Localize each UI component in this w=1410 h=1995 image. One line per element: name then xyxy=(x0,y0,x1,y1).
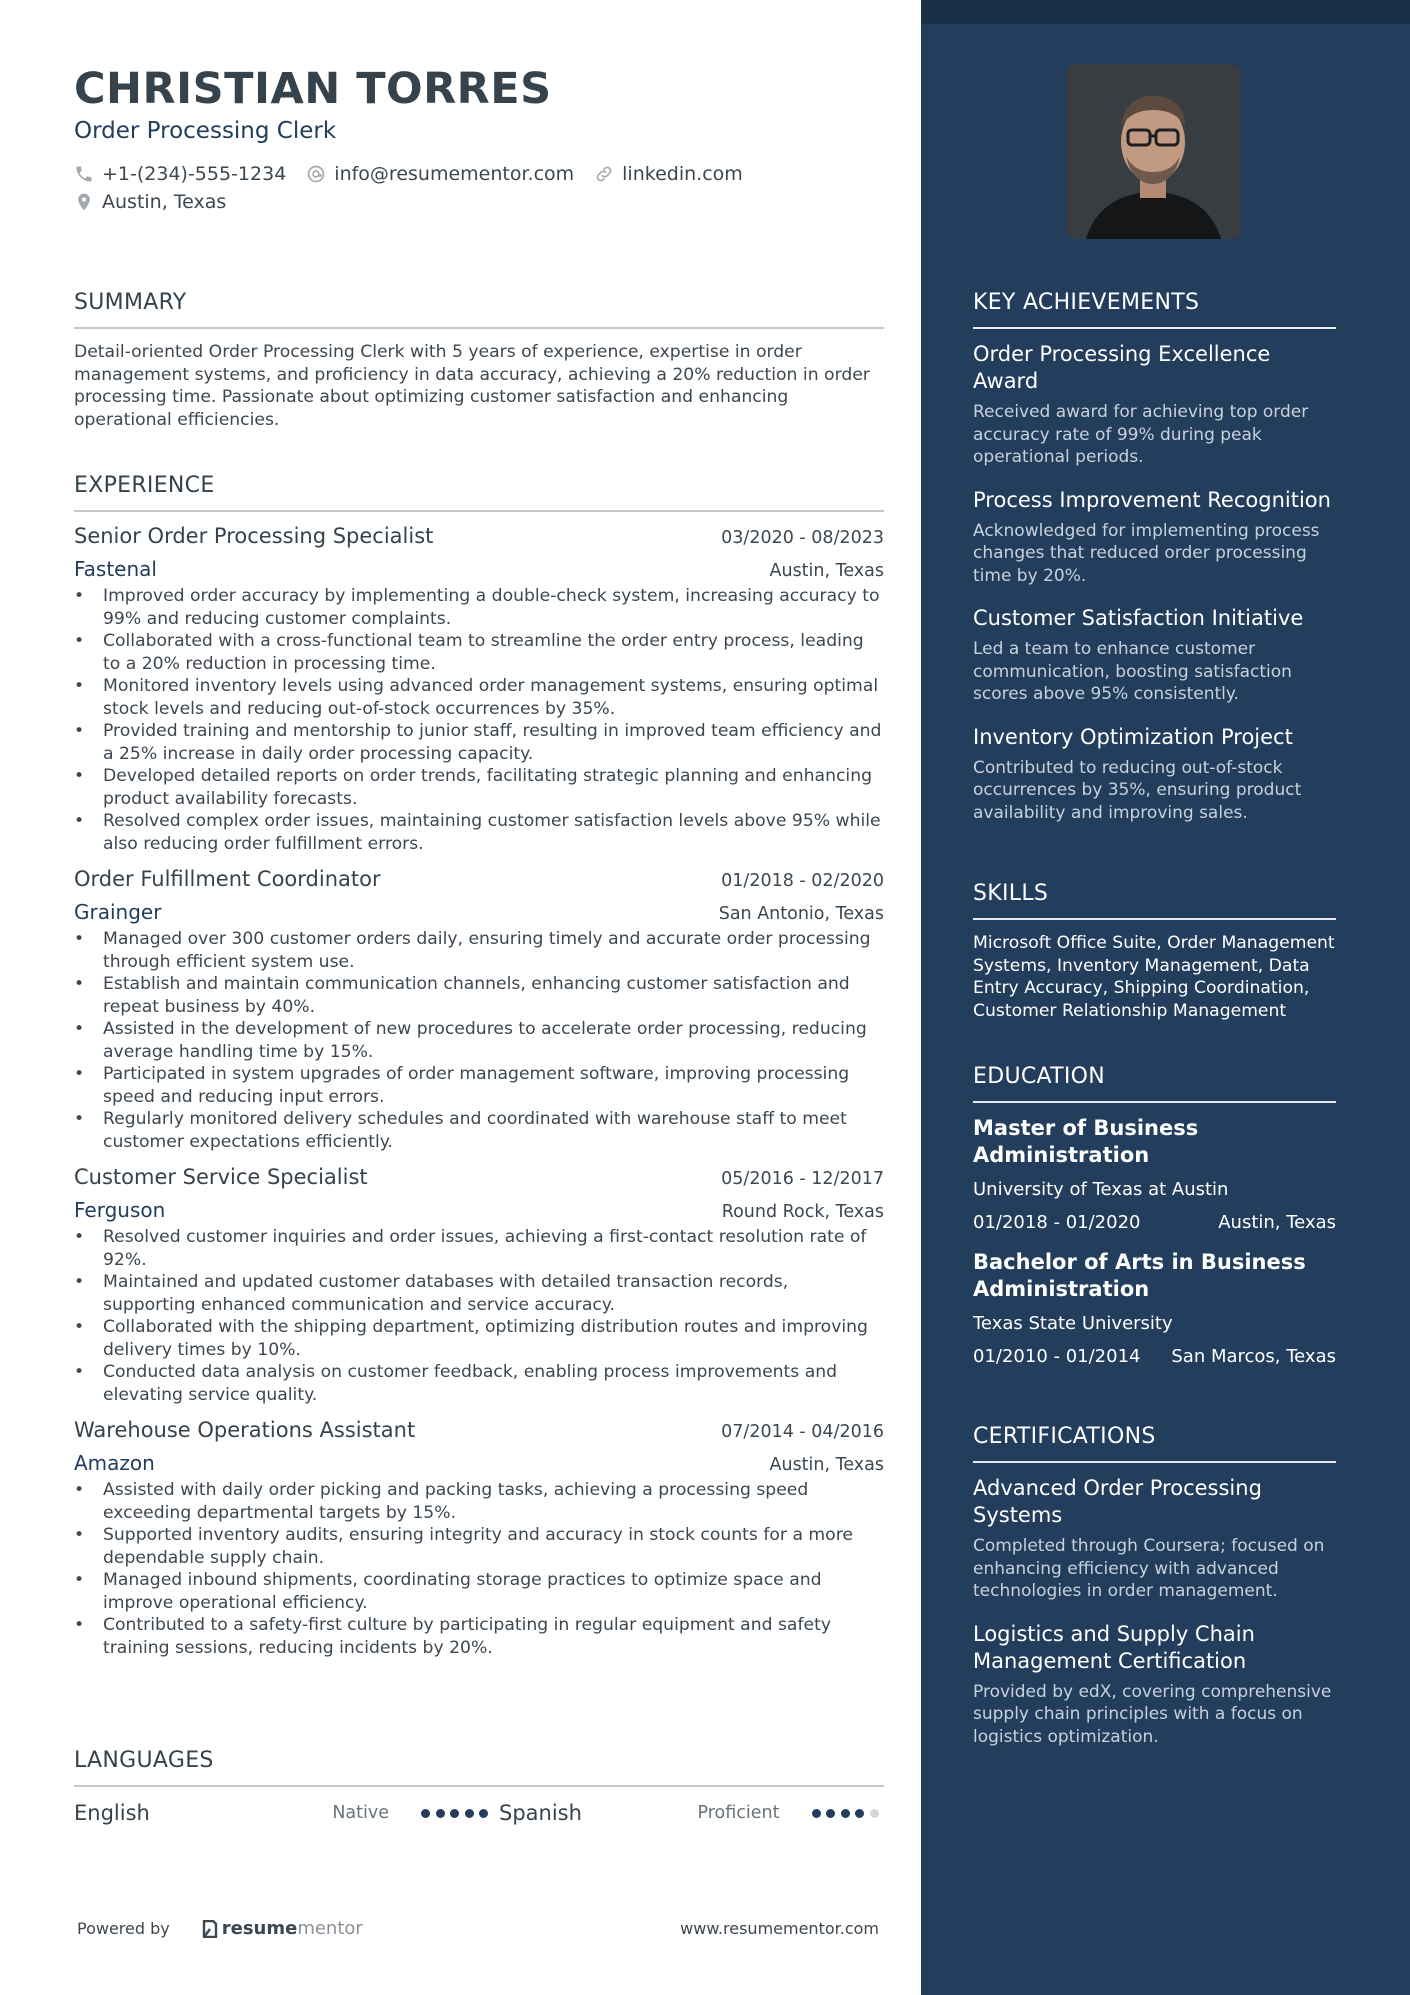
summary-heading: SUMMARY xyxy=(74,290,884,329)
education-location: Austin, Texas xyxy=(1218,1212,1336,1233)
summary-section xyxy=(74,290,884,431)
proficiency-dot-filled xyxy=(812,1809,821,1818)
proficiency-dot-filled xyxy=(841,1809,850,1818)
languages-heading: LANGUAGES xyxy=(74,1748,884,1787)
location-text: Austin, Texas xyxy=(102,191,227,213)
resumementor-logo-icon xyxy=(202,1920,218,1938)
location-contact xyxy=(74,191,226,213)
sidebar-top-bar xyxy=(921,0,1410,24)
achievement-description: Contributed to reducing out-of-stock occurrences by 35%, ensuring product availability and improving sales. xyxy=(973,757,1302,823)
job-title: Senior Order Processing Specialist xyxy=(74,524,434,548)
skills-section xyxy=(973,881,1336,1022)
education-dates: 01/2018 - 01/2020 xyxy=(973,1212,1141,1233)
certification-title: Advanced Order Processing Systems xyxy=(973,1476,1262,1527)
job-bullet: • Improved order accuracy by implementing a double-check system, increasing accuracy to 99% and reducing customer complaints. xyxy=(74,585,884,630)
skills-text: Microsoft Office Suite, Order Management Systems, Inventory Management, Data Entry Accuracy, Shipping Coordination, Customer Relationship Management xyxy=(973,933,1335,1021)
languages-section xyxy=(74,1748,884,1827)
job-bullet: • Assisted with daily order picking and packing tasks, achieving a processing speed exceeding departmental targets by 15%. xyxy=(74,1479,884,1524)
education-location: San Marcos, Texas xyxy=(1171,1346,1336,1367)
job-location: San Antonio, Texas xyxy=(718,904,884,924)
contact-info xyxy=(74,160,884,216)
achievement-title: Process Improvement Recognition xyxy=(973,487,1331,512)
achievement-item xyxy=(973,487,1336,588)
job-bullet: • Establish and maintain communication channels, enhancing customer satisfaction and repeat business by 40%. xyxy=(74,973,884,1018)
job-location: Round Rock, Texas xyxy=(721,1202,884,1222)
language-name: English xyxy=(74,1801,150,1825)
education-section xyxy=(973,1064,1336,1367)
education-degree: Bachelor of Arts in Business Administration xyxy=(973,1250,1306,1301)
job-company: Fastenal xyxy=(74,557,157,581)
achievement-description: Received award for achieving top order accuracy rate of 99% during peak operational periods. xyxy=(973,402,1309,467)
education-dates: 01/2010 - 01/2014 xyxy=(973,1346,1141,1367)
resumementor-logo[interactable] xyxy=(202,1918,363,1939)
certifications-section xyxy=(973,1424,1336,1748)
summary-text: Detail-oriented Order Processing Clerk with 5 years of experience, expertise in order management systems, and proficiency in data accuracy, achieving a 20% reduction in order processing time. Passionate about optimizing customer satisfaction and enhancing operational efficiencies. xyxy=(74,342,870,430)
achievements-section xyxy=(973,290,1336,824)
job-company: Amazon xyxy=(74,1451,155,1475)
candidate-name: CHRISTIAN TORRES xyxy=(74,64,552,114)
proficiency-dot-filled xyxy=(465,1809,474,1818)
job-bullet: • Conducted data analysis on customer feedback, enabling process improvements and elevating service quality. xyxy=(74,1361,884,1406)
job-company: Ferguson xyxy=(74,1198,166,1222)
candidate-role: Order Processing Clerk xyxy=(74,118,337,144)
certification-description: Provided by edX, covering comprehensive supply chain principles with a focus on logistics optimization. xyxy=(973,1681,1332,1747)
powered-by xyxy=(77,1918,363,1939)
website-link[interactable]: www.resumementor.com xyxy=(680,1919,879,1938)
job-dates: 07/2014 - 04/2016 xyxy=(721,1422,884,1442)
language-proficiency-dots xyxy=(812,1809,885,1818)
job-bullet: • Supported inventory audits, ensuring integrity and accuracy in stock counts for a more dependable supply chain. xyxy=(74,1524,884,1569)
experience-heading: EXPERIENCE xyxy=(74,473,884,512)
link-icon xyxy=(594,164,614,184)
sidebar xyxy=(921,0,1410,1995)
job-entry xyxy=(74,524,884,855)
certification-item xyxy=(973,1475,1336,1603)
footer xyxy=(77,1918,879,1939)
proficiency-dot-filled xyxy=(436,1809,445,1818)
job-dates: 03/2020 - 08/2023 xyxy=(721,528,884,548)
education-school: Texas State University xyxy=(973,1313,1173,1334)
language-name: Spanish xyxy=(499,1801,582,1825)
phone-text: +1-(234)-555-1234 xyxy=(102,163,287,185)
education-heading: EDUCATION xyxy=(973,1064,1336,1103)
proficiency-dot-filled xyxy=(450,1809,459,1818)
job-bullet: • Assisted in the development of new procedures to accelerate order processing, reducing average handling time by 15%. xyxy=(74,1018,884,1063)
achievement-item xyxy=(973,605,1336,706)
job-bullets xyxy=(74,585,884,855)
email-text: info@resumementor.com xyxy=(334,163,575,185)
job-bullet: • Participated in system upgrades of order management software, improving processing speed and reducing input errors. xyxy=(74,1063,884,1108)
proficiency-dot-filled xyxy=(421,1809,430,1818)
job-bullet: • Provided training and mentorship to junior staff, resulting in improved team efficiency and a 25% increase in daily order processing capacity. xyxy=(74,720,884,765)
achievement-item xyxy=(973,724,1336,825)
phone-contact[interactable] xyxy=(74,163,286,185)
at-icon xyxy=(306,164,326,184)
powered-by-label: Powered by xyxy=(77,1919,170,1938)
achievement-description: Led a team to enhance customer communication, boosting satisfaction scores above 95% consistently. xyxy=(973,639,1292,704)
job-bullet: • Monitored inventory levels using advanced order management systems, ensuring optimal stock levels and reducing out-of-stock occurrences by 35%. xyxy=(74,675,884,720)
certifications-heading: CERTIFICATIONS xyxy=(973,1424,1336,1463)
job-dates: 05/2016 - 12/2017 xyxy=(721,1169,884,1189)
certification-description: Completed through Coursera; focused on enhancing efficiency with advanced technologies in order management. xyxy=(973,1536,1325,1601)
job-bullet: • Collaborated with a cross-functional team to streamline the order entry process, leading to a 20% reduction in processing time. xyxy=(74,630,884,675)
job-title: Customer Service Specialist xyxy=(74,1165,368,1189)
job-company: Grainger xyxy=(74,900,162,924)
email-contact[interactable] xyxy=(306,163,574,185)
education-item xyxy=(973,1115,1336,1233)
job-location: Austin, Texas xyxy=(769,1455,884,1475)
achievements-heading: KEY ACHIEVEMENTS xyxy=(973,290,1336,329)
profile-photo xyxy=(1066,64,1241,239)
education-item xyxy=(973,1249,1336,1367)
job-dates: 01/2018 - 02/2020 xyxy=(721,871,884,891)
job-bullet: • Developed detailed reports on order trends, facilitating strategic planning and enhancing product availability forecasts. xyxy=(74,765,884,810)
achievement-description: Acknowledged for implementing process changes that reduced order processing time by 20%. xyxy=(973,520,1320,586)
certification-title: Logistics and Supply Chain Management Certification xyxy=(973,1621,1255,1673)
job-location: Austin, Texas xyxy=(769,561,884,581)
language-proficiency-dots xyxy=(421,1809,494,1818)
proficiency-dot-filled xyxy=(479,1809,488,1818)
achievement-title: Order Processing Excellence Award xyxy=(973,342,1271,393)
job-entry xyxy=(74,1418,884,1659)
language-level: Proficient xyxy=(697,1803,780,1823)
job-bullets xyxy=(74,1479,884,1659)
job-bullet: • Resolved customer inquiries and order issues, achieving a first-contact resolution rate of 92%. xyxy=(74,1226,884,1271)
experience-section xyxy=(74,473,884,1659)
job-bullets xyxy=(74,928,884,1153)
job-bullet: • Managed over 300 customer orders daily, ensuring timely and accurate order processing through efficient system use. xyxy=(74,928,884,973)
job-bullet: • Collaborated with the shipping department, optimizing distribution routes and improving delivery times by 10%. xyxy=(74,1316,884,1361)
proficiency-dot-empty xyxy=(870,1809,879,1818)
job-bullet: • Contributed to a safety-first culture by participating in regular equipment and safety training sessions, reducing incidents by 20%. xyxy=(74,1614,884,1659)
language-level: Native xyxy=(332,1803,389,1823)
job-bullets xyxy=(74,1226,884,1406)
certification-item xyxy=(973,1621,1336,1749)
job-bullet: • Managed inbound shipments, coordinating storage practices to optimize space and improve operational efficiency. xyxy=(74,1569,884,1614)
profile-photo-image xyxy=(1066,64,1241,239)
achievement-title: Inventory Optimization Project xyxy=(973,724,1293,749)
linkedin-contact[interactable] xyxy=(594,163,743,185)
education-school: University of Texas at Austin xyxy=(973,1179,1229,1200)
job-title: Order Fulfillment Coordinator xyxy=(74,867,381,891)
job-entry xyxy=(74,867,884,1153)
proficiency-dot-filled xyxy=(826,1809,835,1818)
linkedin-text: linkedin.com xyxy=(622,163,743,185)
job-bullet: • Maintained and updated customer databases with detailed transaction records, supporting enhanced communication and service accuracy. xyxy=(74,1271,884,1316)
education-degree: Master of Business Administration xyxy=(973,1116,1199,1167)
achievement-item xyxy=(973,341,1336,469)
skills-heading: SKILLS xyxy=(973,881,1336,920)
job-title: Warehouse Operations Assistant xyxy=(74,1418,416,1442)
location-pin-icon xyxy=(74,192,94,212)
proficiency-dot-filled xyxy=(855,1809,864,1818)
job-entry xyxy=(74,1165,884,1406)
phone-icon xyxy=(74,164,94,184)
job-bullet: • Resolved complex order issues, maintaining customer satisfaction levels above 95% while also reducing order fulfillment errors. xyxy=(74,810,884,855)
language-item xyxy=(74,1801,499,1825)
job-bullet: • Regularly monitored delivery schedules and coordinated with warehouse staff to meet customer expectations efficiently. xyxy=(74,1108,884,1153)
logo-text-bold: resume xyxy=(221,1918,298,1939)
language-item xyxy=(499,1801,884,1825)
logo-text-light: mentor xyxy=(297,1918,363,1939)
achievement-title: Customer Satisfaction Initiative xyxy=(973,606,1304,630)
